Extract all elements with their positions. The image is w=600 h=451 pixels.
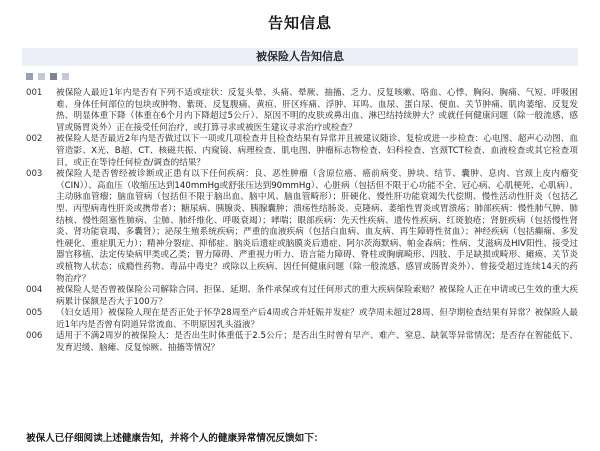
declaration-item-006 <box>26 331 578 354</box>
item-number: 001 <box>26 88 43 98</box>
declaration-item-004 <box>26 285 578 308</box>
redacted-mosaic-icon <box>26 73 74 82</box>
declaration-item-005 <box>26 308 578 331</box>
item-number: 003 <box>26 169 43 180</box>
item-text: 被保险人是否曾被保险公司解除合同、拒保、延期、条件承保或有过任何形式的重大疾病保险索赔？被保险人正在申请或已生效的重大疾病累计保额是否大于100万？ <box>56 285 578 307</box>
page-title: 告知信息 <box>267 14 332 32</box>
item-number: 005 <box>26 308 43 319</box>
item-text: 被保险人是否曾经被诊断或正患有以下任何疾病：良、恶性肿瘤（含原位癌、癌前病变、肿块、结节、囊肿、息肉、宫颈上皮内瘤变（CIN））、高血压（收缩压达到140mmHg或舒张压达到90mmHg）、心脏病（包括但不限于心功能不全、冠心病、心肌梗死、心肌病）、主动脉血管瘤；脑血管病（包括但不限于脑出血、脑中风、脑血管畸形）；肝硬化、慢性肝功能衰竭失代偿期、慢性活动性肝炎（包括乙型、丙型病毒性肝炎或携带者）；糖尿病、胰腺炎、胰腺囊肿；溃疡性结肠炎、克隆病、萎缩性胃炎或胃溃疡；肺部疾病：慢性肺气肿、肺结核、慢性阻塞性肺病、尘肺、肺纤维化、呼吸衰竭）；哮喘；眼部疾病：先天性疾病、遗传性疾病、红斑狼疮；肾脏疾病（包括慢性肾炎、肾功能衰竭、多囊肾）；泌尿生殖系统疾病；严重的血液疾病（包括白血病、血友病、再生障碍性贫血）；神经疾病（包括癫痫、多发性硬化、重症肌无力）；精神分裂症、抑郁症、脑炎后遗症或脑膜炎后遗症、阿尔茨海默病、帕金森病；性病、艾滋病及HIV阳性、接受过器官移植、法定传染病甲类或乙类；智力障碍、严重视力听力、语言能力障碍、脊柱或胸廓畸形、四肢、手足缺损或畸形、瘫痪、关节炎或植物人状态；成瘾性药物、毒品中毒史？或除以上疾病、因任何健康问题（除一般流感、感冒或肠胃炎外）、曾接受超过连续14天的药物治疗？ <box>56 169 578 284</box>
item-text: 被保险人最近1年内是否有下列不适或症状：反复头晕、头痛、晕厥、抽搐、乏力、反复咳嗽、咯血、心悸、胸闷、胸痛、气短、呼吸困难、身体任何部位的包块或肿物、紫斑、反复腹痛、黄疸、肝区疼痛、浮肿、耳鸣、血尿、蛋白尿、便血、关节肿痛、肌肉萎缩、反复发热、明显体重下降（体重在6个月内下降超过5公斤）、原因不明的皮肤或鼻出血、淋巴结持续肿大？或就任何健康问题（除一般流感、感冒或肠胃炎外）正在接受任何治疗，或打算寻求或被医生建议寻求治疗或检查？ <box>56 88 578 133</box>
declaration-item-001 <box>26 88 578 134</box>
section-header: 被保险人告知信息 <box>22 48 578 66</box>
declaration-list <box>26 88 578 355</box>
confirmation-statement: 被保人已仔细阅读上述健康告知，并将个人的健康异常情况反馈如下： <box>26 433 324 444</box>
item-text: 被保险人是否最近2年内是否做过以下一项或几项检查并且检查结果有异常并且被建议随诊、复检或进一步检查：心电图、超声心动图、血管造影、X光、B超、CT、核磁共振、内窥镜、病理检查、肌电图、肿瘤标志物检查、妇科检查、宫颈TCT检查、血液检查或其它检查项目，或正在等待任何检查/调查的结果？ <box>56 134 578 168</box>
item-number: 004 <box>26 285 43 296</box>
declaration-item-002 <box>26 134 578 169</box>
item-number: 006 <box>26 331 43 342</box>
item-text: 适用于不满2周岁的被保险人：是否出生时体重低于2.5公斤；是否出生时曾有早产、难产、窒息、缺氧等异常情况；是否存在智能低下、发育迟缓、脑瘫、反复惊厥、抽搐等情况？ <box>56 331 578 354</box>
declaration-item-003 <box>26 169 578 285</box>
item-text: （妇女适用）被保险人现在是否正处于怀孕28周至产后4周或合并妊娠并发症？或孕周未超过28周、但孕期检查结果有异常？被保险人最近1年内是否曾有阴道异常流血、不明原因乳头溢液？ <box>56 308 578 330</box>
item-number: 002 <box>26 134 43 145</box>
